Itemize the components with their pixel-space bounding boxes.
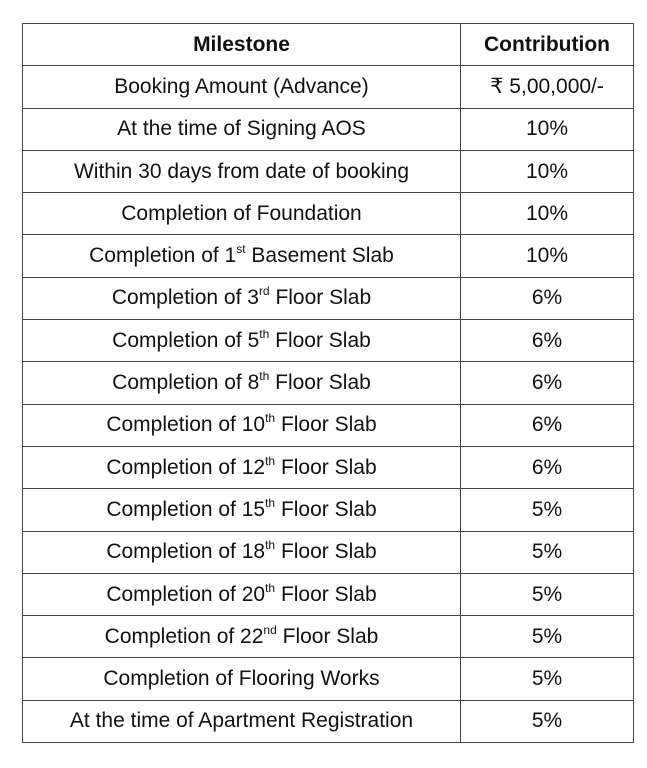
- milestone-text: Completion of 18: [106, 540, 266, 564]
- payment-schedule-table: [22, 23, 634, 743]
- table-row: [23, 446, 634, 488]
- milestone-cell: [23, 404, 461, 446]
- milestone-header: Milestone: [23, 24, 461, 66]
- milestone-cell: [23, 362, 461, 404]
- milestone-cell: [23, 108, 461, 150]
- contribution-cell: 5%: [461, 616, 634, 658]
- table-row: [23, 108, 634, 150]
- milestone-text: Completion of 12: [106, 455, 266, 479]
- contribution-cell: 6%: [461, 362, 634, 404]
- milestone-cell: [23, 320, 461, 362]
- milestone-text: At the time of Apartment Registration: [69, 709, 414, 733]
- contribution-cell: 6%: [461, 320, 634, 362]
- ordinal-suffix: th: [259, 326, 270, 341]
- milestone-text-suffix: Floor Slab: [269, 328, 371, 352]
- milestone-cell: [23, 66, 461, 108]
- milestone-text: Completion of 10: [106, 413, 266, 437]
- table-row: [23, 700, 634, 742]
- milestone-text: Completion of 20: [106, 582, 266, 606]
- table-row: [23, 320, 634, 362]
- contribution-cell: 10%: [461, 150, 634, 192]
- contribution-header: Contribution: [461, 24, 634, 66]
- contribution-cell: 5%: [461, 573, 634, 615]
- milestone-cell: [23, 658, 461, 700]
- milestone-cell: [23, 446, 461, 488]
- ordinal-suffix: nd: [263, 622, 277, 637]
- milestone-text-suffix: Basement Slab: [245, 244, 394, 268]
- ordinal-suffix: th: [265, 580, 276, 595]
- table-row: [23, 193, 634, 235]
- ordinal-suffix: th: [265, 495, 276, 510]
- milestone-text: At the time of Signing AOS: [117, 117, 366, 141]
- table-row: [23, 404, 634, 446]
- milestone-text: Completion of Flooring Works: [103, 667, 380, 691]
- milestone-text-suffix: Floor Slab: [275, 540, 377, 564]
- milestone-cell: [23, 616, 461, 658]
- contribution-cell: 10%: [461, 193, 634, 235]
- ordinal-suffix: th: [259, 369, 270, 384]
- contribution-cell: 5%: [461, 658, 634, 700]
- ordinal-suffix: th: [265, 538, 276, 553]
- header-row: [23, 24, 634, 66]
- ordinal-suffix: th: [265, 411, 276, 426]
- milestone-cell: [23, 193, 461, 235]
- milestone-cell: [23, 700, 461, 742]
- contribution-cell: 10%: [461, 235, 634, 277]
- milestone-text: Booking Amount (Advance): [114, 74, 369, 98]
- contribution-cell: 6%: [461, 277, 634, 319]
- milestone-text-suffix: Floor Slab: [269, 286, 372, 310]
- milestone-cell: [23, 489, 461, 531]
- contribution-cell: 6%: [461, 404, 634, 446]
- table-row: [23, 66, 634, 108]
- milestone-cell: [23, 235, 461, 277]
- table-row: [23, 277, 634, 319]
- milestone-text: Completion of 8: [112, 371, 260, 395]
- milestone-text: Completion of Foundation: [121, 201, 362, 225]
- table-row: [23, 362, 634, 404]
- milestone-cell: [23, 150, 461, 192]
- table-row: [23, 616, 634, 658]
- milestone-cell: [23, 277, 461, 319]
- table-row: [23, 235, 634, 277]
- table-row: [23, 489, 634, 531]
- milestone-text-suffix: Floor Slab: [269, 371, 371, 395]
- contribution-cell: 5%: [461, 531, 634, 573]
- milestone-text: Completion of 5: [112, 328, 260, 352]
- ordinal-suffix: rd: [258, 284, 270, 299]
- ordinal-suffix: th: [265, 453, 276, 468]
- contribution-cell: 10%: [461, 108, 634, 150]
- contribution-cell: 5%: [461, 700, 634, 742]
- milestone-text-suffix: Floor Slab: [276, 624, 379, 648]
- milestone-cell: [23, 573, 461, 615]
- milestone-text-suffix: Floor Slab: [275, 455, 377, 479]
- contribution-cell: ₹ 5,00,000/-: [461, 66, 634, 108]
- milestone-text: Completion of 22: [104, 624, 264, 648]
- milestone-text: Completion of 1: [89, 244, 237, 268]
- milestone-text-suffix: Floor Slab: [275, 413, 377, 437]
- contribution-cell: 6%: [461, 446, 634, 488]
- milestone-text-suffix: Floor Slab: [275, 582, 377, 606]
- contribution-cell: 5%: [461, 489, 634, 531]
- milestone-text: Within 30 days from date of booking: [73, 159, 409, 183]
- milestone-text: Completion of 15: [106, 497, 266, 521]
- table-row: [23, 573, 634, 615]
- table-row: [23, 658, 634, 700]
- ordinal-suffix: st: [236, 242, 246, 257]
- table-row: [23, 150, 634, 192]
- milestone-text-suffix: Floor Slab: [275, 497, 377, 521]
- milestone-text: Completion of 3: [111, 286, 259, 310]
- milestone-cell: [23, 531, 461, 573]
- table-row: [23, 531, 634, 573]
